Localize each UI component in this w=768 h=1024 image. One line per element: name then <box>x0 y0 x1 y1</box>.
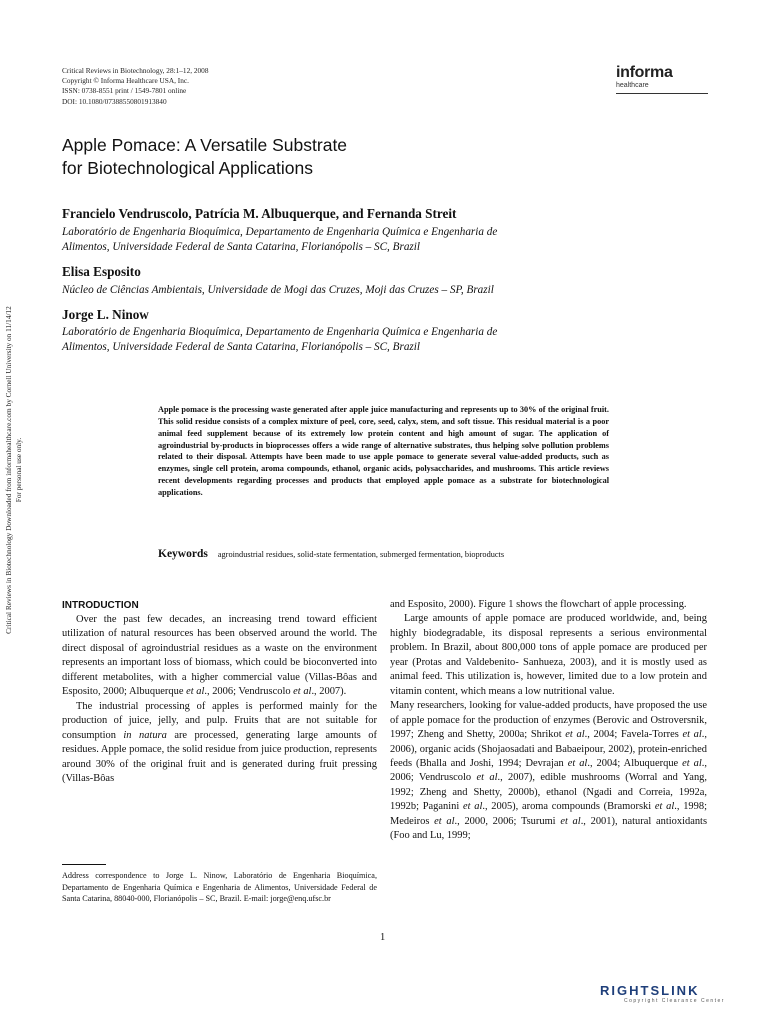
title-line-1: Apple Pomace: A Versatile Substrate <box>62 135 348 155</box>
journal-citation <box>62 66 208 107</box>
publisher-logo <box>616 64 708 94</box>
article-title <box>62 134 522 180</box>
rightslink-word: RIGHTS <box>600 983 662 998</box>
rightslink-word: LINK <box>661 983 700 998</box>
author-names: Jorge L. Ninow <box>62 307 149 322</box>
title-line-2: for Biotechnological Applications <box>62 158 313 178</box>
body-paragraph: Many researchers, looking for value-added products, have proposed the use of apple pomace for the production of enzymes (Berovic and Ostroversnik, 1997; Zheng and Shetty, 2000a; Shrikot et al., 2004; Favela-Torres et al., 2006), organic acids (Shojaosadati and Babaeipour, 2002), protein-enriched feeds (Bhalla and Joshi, 1994; Devrajan et al., 2004; Albuquerque et al., 2006; Vendruscolo et al., 2007), edible mushrooms (Worral and Yang, 1992; Zheng and Shetty, 2000b), ethanol (Ngadi and Correia, 1992a, 1992b; Paganini et al., 2005), aroma compounds (Bramorski et al., 1998; Medeiros et al., 2000, 2006; Tsurumi et al., 2001), natural antioxidants (Foo and Lu, 1999; <box>390 700 708 842</box>
publisher-brand: informa <box>616 64 673 81</box>
download-notice-line: For personal use only. <box>14 437 23 503</box>
keywords-label: Keywords <box>158 548 208 560</box>
body-column-right <box>390 598 707 844</box>
doi-line: DOI: 10.1080/07388550801913840 <box>62 96 167 106</box>
author-names: Elisa Esposito <box>62 264 141 279</box>
copyright-line: Copyright © Informa Healthcare USA, Inc. <box>62 76 189 86</box>
author-affiliation <box>62 283 622 298</box>
keywords-value: agroindustrial residues, solid-state fermentation, submerged fermentation, bioproducts <box>217 550 505 559</box>
citation-line: Critical Reviews in Biotechnology, 28:1–12, 2008 <box>62 66 209 75</box>
section-heading: INTRODUCTION <box>62 600 139 611</box>
publisher-sub: healthcare <box>616 81 708 94</box>
rightslink-logo[interactable] <box>600 984 760 1008</box>
footnote: Address correspondence to Jorge L. Ninow, Laboratório de Engenharia Bioquímica, Departamento de Engenharia Química e Engenharia de Alimentos, Universidade Federal de Santa Catarina, 88040-000, Florianópolis – SC, Brazil. E-mail: jorge@enq.ufsc.br <box>62 871 377 904</box>
rightslink-tagline: Copyright Clearance Center <box>624 998 725 1004</box>
body-column-left <box>62 598 377 786</box>
abstract: Apple pomace is the processing waste generated after apple juice manufacturing and represents up to 30% of the original fruit. This solid residue consists of a complex mixture of peel, core, seed, calyx, stem, and soft tissue. This residual material is a poor animal feed supplement because of its extremely low protein content and high amount of sugar. The application of agroindustrial by-products in bioprocesses offers a wide range of alternative substrates, thus helping solve pollution problems related to their disposal. Attempts have been made to use apple pomace to generate several value-added products, such as enzymes, single cell protein, aroma compounds, ethanol, organic acids, polysaccharides, and mushrooms. This article reviews recent developments regarding processes and products that employed apple pomace as a substrate for biotechnological applications. <box>158 405 609 497</box>
body-paragraph: Over the past few decades, an increasing trend toward efficient utilization of natural resources has been observed around the world. The direct disposal of agroindustrial residues as a waste on the environment represents an important loss of biomass, which could be bioconverted into different metabolites, with a higher commercial value (Villas-Bôas and Esposito, 2000; Albuquerque et al., 2006; Vendruscolo et al., 2007). <box>62 614 377 698</box>
affiliation-line: Laboratório de Engenharia Bioquímica, Departamento de Engenharia Química e Engenharia de <box>62 326 498 338</box>
body-paragraph-continued: and Esposito, 2000). Figure 1 shows the flowchart of apple processing. <box>390 599 687 610</box>
rightslink-wordmark <box>600 984 760 998</box>
body-paragraph: Large amounts of apple pomace are produced worldwide, and, being highly biodegradable, its disposal represents a serious environmental problem. In Brazil, about 800,000 tons of apple pomace are produced per year (Protas and Valdebenito- Sanhueza, 2003), and it is mostly used as animal feed. This utilization is, however, limited due to a low protein and vitamin content, which means a low nutritional value. <box>390 613 707 697</box>
affiliation-line: Alimentos, Universidade Federal de Santa Catarina, Florianópolis – SC, Brazil <box>62 341 420 353</box>
issn-line: ISSN: 0738-8551 print / 1549-7801 online <box>62 86 187 96</box>
keywords <box>158 544 618 562</box>
affiliation-line: Núcleo de Ciências Ambientais, Universidade de Mogi das Cruzes, Moji das Cruzes – SP, Brazil <box>62 284 494 296</box>
footnote-rule <box>62 864 106 865</box>
author-names: Francielo Vendruscolo, Patrícia M. Albuquerque, and Fernanda Streit <box>62 206 457 221</box>
body-paragraph: The industrial processing of apples is performed mainly for the production of juice, jelly, and pulp. Fruits that are not suitable for consumption in natura are processed, generating large amounts of residues. Apple pomace, the solid residue from juice production, represents around 30% of the original fruit and is generated during fruit pressing (Villas-Bôas <box>62 700 377 784</box>
affiliation-line: Laboratório de Engenharia Bioquímica, Departamento de Engenharia Química e Engenharia de <box>62 226 498 238</box>
page-number: 1 <box>380 932 386 943</box>
download-notice <box>0 260 30 680</box>
affiliation-line: Alimentos, Universidade Federal de Santa Catarina, Florianópolis – SC, Brazil <box>62 241 420 253</box>
author-affiliation <box>62 325 622 355</box>
author-affiliation <box>62 225 622 255</box>
download-notice-line: Critical Reviews in Biotechnology Downloaded from informahealthcare.com by Cornell University on 11/14/12 <box>4 306 13 634</box>
